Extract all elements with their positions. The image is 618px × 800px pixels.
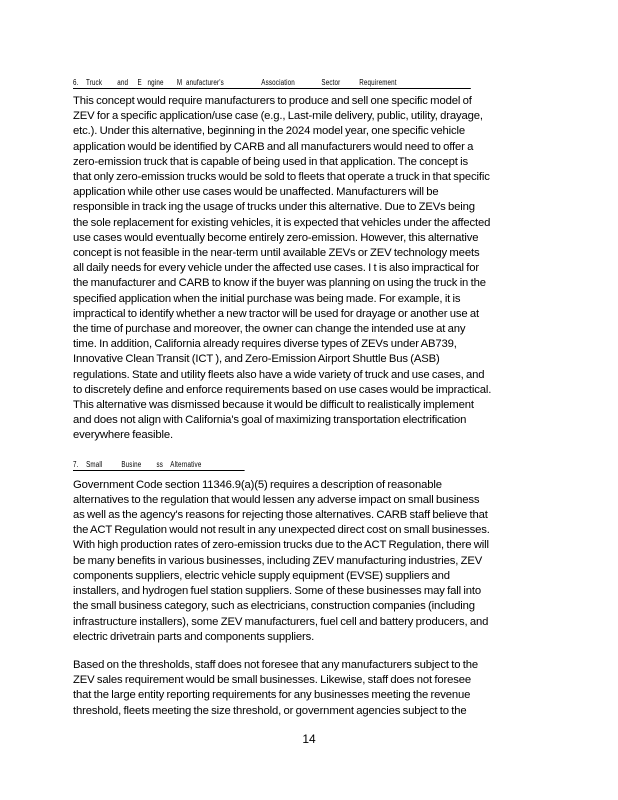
text-line: responsible in track ing the usage of trucks under this alternative. Due to ZEVs being	[73, 201, 475, 214]
text-line: concept is not feasible in the near-term until available ZEVs or ZEV technology meets	[73, 247, 480, 260]
text-line: etc.). Under this alternative, beginning in the 2024 model year, one specific vehicle	[73, 125, 466, 138]
text-line: time. In addition, California already requires diverse types of ZEVs under AB739,	[73, 338, 457, 351]
text-line: as well as the agency's reasons for rejecting those alternatives. CARB staff believe that	[73, 509, 488, 522]
text-line: the small business category, such as electricians, construction companies (including	[73, 600, 475, 613]
paragraph-small-business-alternative	[73, 478, 545, 645]
section-7-heading: 7. Small Busine ss Alternative	[73, 460, 245, 471]
text-line: and does not align with California's goal of maximizing transportation electrification	[73, 414, 467, 427]
text-line: components suppliers, electric vehicle supply equipment (EVSE) suppliers and	[73, 569, 450, 582]
text-line: Innovative Clean Transit (ICT ), and Zero-Emission Airport Shuttle Bus (ASB)	[73, 353, 440, 366]
text-line: to discretely define and enforce requirements based on use cases would be impractical.	[73, 383, 492, 396]
text-line: everywhere feasible.	[73, 429, 174, 442]
section-6-heading: 6. Truck and E ngine M anufacturer's Association Sector Requirement	[73, 78, 471, 89]
text-line: all daily needs for every vehicle under the affected use cases. I t is also impractical for	[73, 262, 480, 275]
text-line: the sole replacement for existing vehicles, it is expected that vehicles under the affected	[73, 216, 491, 229]
section-6-heading-container	[73, 72, 545, 86]
text-line: Government Code section 11346.9(a)(5) requires a description of reasonable	[73, 478, 442, 491]
text-line: ZEV sales requirement would be small businesses. Likewise, staff does not foresee	[73, 674, 471, 687]
text-line: the time of purchase and moreover, the owner can change the intended use at any	[73, 323, 466, 336]
text-line: threshold, fleets meeting the size threshold, or government agencies subject to the	[73, 704, 467, 717]
text-line: be many benefits in various businesses, including ZEV manufacturing industries, ZEV	[73, 554, 483, 567]
text-line: use cases would eventually become entirely zero-emission. However, this alternative	[73, 231, 479, 244]
text-line: installers, and hydrogen fuel station suppliers. Some of these businesses may fall into	[73, 585, 482, 598]
text-line: This concept would require manufacturers to produce and sell one specific model of	[73, 95, 472, 107]
text-line: Based on the thresholds, staff does not foresee that any manufacturers subject to the	[73, 658, 479, 671]
text-line: that the large entity reporting requirements for any businesses meeting the revenue	[73, 689, 471, 702]
text-line: specified application when the initial purchase was being made. For example, it is	[73, 292, 461, 305]
text-line: application would be identified by CARB and all manufacturers would need to offer a	[73, 140, 474, 153]
section-7-heading-container	[73, 454, 545, 468]
page-number: 14	[302, 732, 316, 746]
text-line: alternatives to the regulation that would lessen any adverse impact on small business	[73, 493, 480, 506]
text-line: With high production rates of zero-emission trucks due to the ACT Regulation, there will	[73, 539, 489, 552]
paragraph-thresholds	[73, 658, 545, 719]
text-line: electric drivetrain parts and components suppliers.	[73, 630, 315, 643]
document-page	[73, 72, 545, 719]
text-line: regulations. State and utility fleets also have a wide variety of truck and use cases, and	[73, 368, 485, 381]
paragraph-zev-use-case-alternative	[73, 94, 545, 444]
text-line: that only zero-emission trucks would be sold to fleets that operate a truck in that specific	[73, 171, 490, 184]
text-line: the manufacturer and CARB to know if the buyer was planning on using the truck in the	[73, 277, 486, 290]
text-line: impractical to identify whether a new tractor will be used for drayage or another use at	[73, 307, 480, 320]
text-line: the ACT Regulation would not result in any unexpected direct cost on small businesses.	[73, 524, 490, 537]
text-line: infrastructure installers), some ZEV manufacturers, fuel cell and battery producers, and	[73, 615, 489, 628]
text-line: This alternative was dismissed because it would be difficult to realistically implement	[73, 399, 474, 412]
text-line: zero-emission truck that is capable of being used in that application. The concept is	[73, 155, 468, 168]
text-line: application while other use cases would be unaffected. Manufacturers will be	[73, 186, 439, 199]
text-line: ZEV for a specific application/use case (e.g., Last-mile delivery, public, utility, drayage,	[73, 110, 483, 123]
